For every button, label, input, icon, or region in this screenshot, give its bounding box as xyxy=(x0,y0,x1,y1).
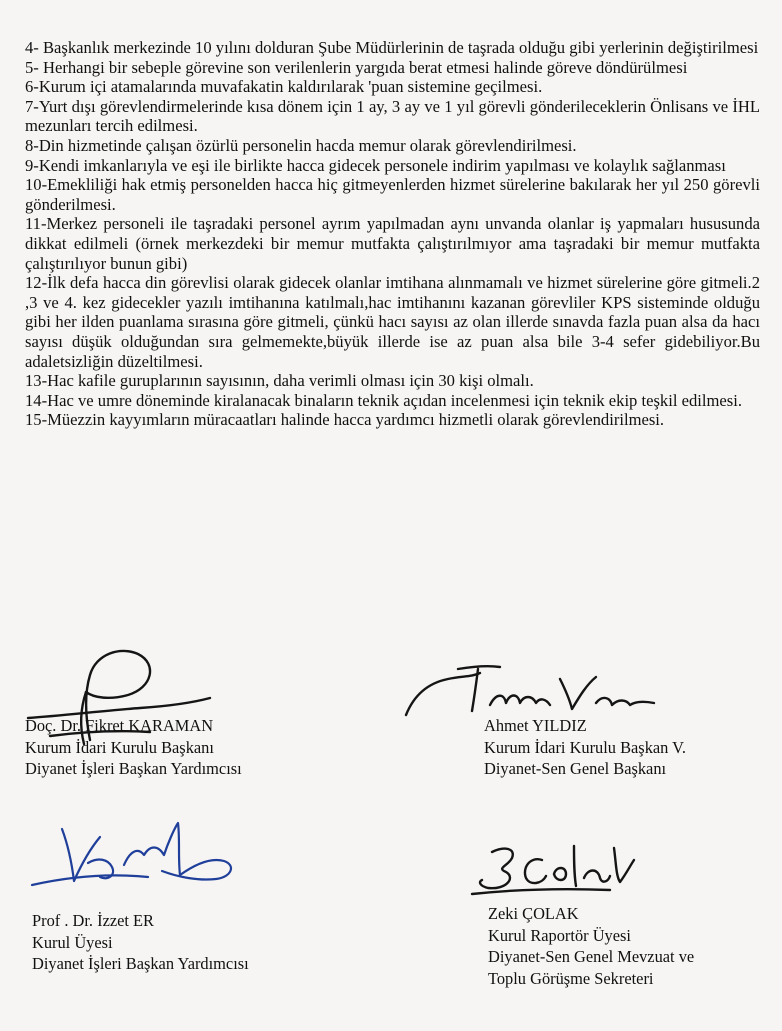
list-item: 12-İlk defa hacca din görevlisi olarak gidecek olanlar imtihana alınmamalı ve hizmet sürelerine göre gitmeli.2 ,3 ve 4. kez gidecekler yazılı imtihanına katılmalı,hac imtihanını kazanan görevliler KPS sisteminde olduğu gibi her ilden puanlama sırasına göre gitmeli, çünkü hacı sayısı az olan illerde sınavda fazla puan alsa da hacı sayısı düşük olduğundan sıra gelmemekte,büyük illerde ise az puan alsa bile 3-4 sefer gidebiliyor.Bu adaletsizliğin düzeltilmesi. xyxy=(25,273,760,371)
list-item: 13-Hac kafile guruplarının sayısının, daha verimli olması için 30 kişi olmalı. xyxy=(25,371,534,391)
list-item: 10-Emekliliği hak etmiş personelden hacca hiç gitmeyenlerden hizmet sürelerine bakılarak her yıl 250 görevli gönderilmesi. xyxy=(25,175,760,214)
signatory-title: Kurum İdari Kurulu Başkanı xyxy=(25,737,214,757)
list-item: 14-Hac ve umre döneminde kiralanacak binaların teknik açıdan incelenmesi için teknik ekip teşkil edilmesi. xyxy=(25,390,742,410)
signatory-name: Ahmet YILDIZ xyxy=(484,716,587,735)
list-item: 9-Kendi imkanlarıyla ve eşi ile birlikte hacca gidecek personele indirim yapılması ve kolaylık sağlanması xyxy=(25,155,726,175)
list-item: 4- Başkanlık merkezinde 10 yılını dolduran Şube Müdürlerinin de taşrada olduğu gibi yerlerinin değiştirilmesi xyxy=(25,38,759,57)
signature-er-icon xyxy=(28,815,243,900)
list-item: 5- Herhangi bir sebeple görevine son verilenlerin yargıda berat etmesi halinde göreve döndürülmesi xyxy=(25,57,688,77)
signature-colak-icon xyxy=(470,838,640,903)
signatory-title: Kurul Raportör Üyesi xyxy=(488,925,631,945)
list-item: 11-Merkez personeli ile taşradaki personel ayrım yapılmadan aynı unvanda olanlar iş yapmaları hususunda dikkat edilmeli (örnek merkezdeki bir memur mutfakta çalıştırılmıyor ama taşradaki bir memur mutfakta çalıştırılıyor bunun gibi) xyxy=(25,214,760,273)
list-item: 15-Müezzin kayyımların müracaatları halinde hacca yardımcı hizmetli olarak görevlendirilmesi. xyxy=(25,410,665,430)
signatory-title: Toplu Görüşme Sekreteri xyxy=(488,968,654,988)
signatory-name: Prof . Dr. İzzet ER xyxy=(32,911,154,930)
signatory-name: Doç. Dr. Fikret KARAMAN xyxy=(25,716,214,735)
signatory-colak xyxy=(488,903,694,989)
signatory-title: Diyanet-Sen Genel Başkanı xyxy=(484,759,667,778)
signatory-karaman xyxy=(25,715,242,780)
signatory-name: Zeki ÇOLAK xyxy=(488,904,579,923)
signatory-yildiz xyxy=(484,715,686,780)
signatory-title: Diyanet İşleri Başkan Yardımcısı xyxy=(32,954,249,973)
list-item: 6-Kurum içi atamalarında muvafakatin kaldırılarak 'puan sistemine geçilmesi. xyxy=(25,77,543,97)
decision-list xyxy=(25,38,760,430)
signatory-title: Kurul Üyesi xyxy=(32,932,113,952)
list-item: 7-Yurt dışı görevlendirmelerinde kısa dönem için 1 ay, 3 ay ve 1 yıl görevli gönderileceklerin Önlisans ve İHL mezunları tercih edilmesi. xyxy=(25,96,760,136)
signatory-title: Diyanet-Sen Genel Mevzuat ve xyxy=(488,947,695,966)
list-item: 8-Din hizmetinde çalışan özürlü personelin hacda memur olarak görevlendirilmesi. xyxy=(25,135,577,155)
signatory-er xyxy=(32,910,249,975)
signatory-title: Diyanet İşleri Başkan Yardımcısı xyxy=(25,759,242,778)
signatory-title: Kurum İdari Kurulu Başkan V. xyxy=(484,737,686,757)
